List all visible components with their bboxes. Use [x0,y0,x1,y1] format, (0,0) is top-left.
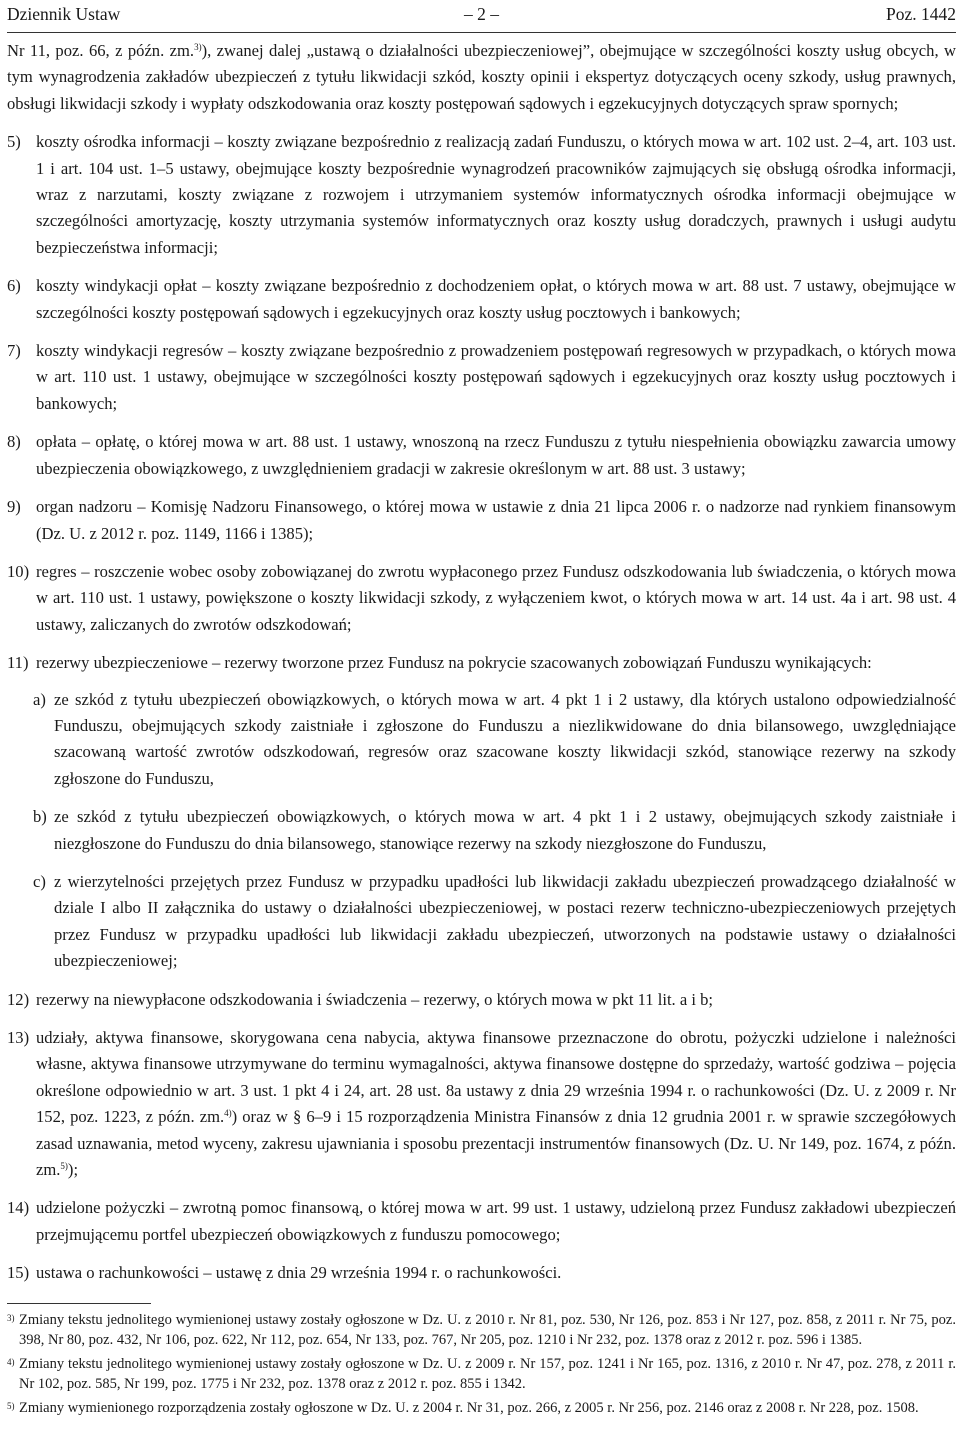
footnotes-section [7,1310,956,1418]
item-number: 7) [7,341,21,361]
footnote-3 [7,1310,956,1350]
subitem-c [7,869,956,975]
position-number: Poz. 1442 [886,4,956,24]
definition-item-7 [7,338,956,417]
footnote-text: Zmiany tekstu jednolitego wymienionej ustawy zostały ogłoszone w Dz. U. z 2009 r. Nr 157, poz. 1241 i Nr 165, poz. 1316, z 2010 r. Nr 47, poz. 278, z 2011 r. Nr 102, poz. 585, Nr 199, poz. 1775 i Nr 232, poz. 1378 oraz z 2012 r. poz. 855 i 1342. [19,1355,956,1392]
definition-item-9 [7,494,956,547]
footnote-number: 3) [7,1312,15,1323]
item-number: 11) [7,653,29,673]
definition-item-11 [7,650,956,676]
subitem-a [7,687,956,793]
item-number: 5) [7,132,21,152]
item-number: 15) [7,1263,30,1283]
footnote-ref-3[interactable]: 3) [194,42,202,52]
footnote-5 [7,1398,956,1418]
item-number: 10) [7,561,30,581]
subitem-letter: c) [33,871,46,891]
subitem-letter: b) [33,807,47,827]
item-number: 12) [7,989,30,1009]
item-text: rezerwy ubezpieczeniowe – rezerwy tworzone przez Fundusz na pokrycie szacowanych zobowiązań Funduszu wynikających: [36,653,872,673]
item-number: 13) [7,1028,30,1047]
definition-item-15 [7,1260,956,1286]
footnote-text: Zmiany wymienionego rozporządzenia zostały ogłoszone w Dz. U. z 2004 r. Nr 31, poz. 266, z 2005 r. Nr 256, poz. 2146 oraz z 2008 r. Nr 228, poz. 1508. [19,1399,919,1416]
footnote-ref-5[interactable]: 5) [60,1161,68,1172]
item-text: koszty ośrodka informacji – koszty związane bezpośrednio z realizacją zadań Funduszu, o których mowa w art. 102 ust. 2–4, art. 103 ust. 1 i art. 104 ust. 1–5 ustawy, obejmujące koszty bezpośrednie wynagrodzeń pracowników zajmujących się obsługą ośrodka informacji, wraz z narzutami, koszty związane z rozwojem i utrzymaniem systemów informatycznych ośrodka informacji obejmujące w szczególności amortyzację, koszty utrzymania systemów informatycznych oraz koszty usług doradczych, prawnych i usługi audytu bezpieczeństwa informacji; [36,132,956,257]
item-text: regres – roszczenie wobec osoby zobowiązanej do zwrotu wypłaconego przez Fundusz odszkodowania lub świadczenia, o których mowa w art. 110 ust. 1 ustawy, powiększone o koszty likwidacji szkody, z wyłączeniem kwot, o których mowa w art. 14 ust. 4a i art. 98 ust. 4 ustawy, zaliczanych do zwrotów odszkodowań; [36,561,956,634]
document-page [0,2,960,1449]
document-body [7,38,956,1287]
item-text-part3: ); [67,1160,79,1180]
definition-item-8 [7,429,956,482]
item-text: udzielone pożyczki – zwrotną pomoc finansową, o której mowa w art. 99 ust. 1 ustawy, udzieloną przez Fundusz zakładowi ubezpieczeń przejmującemu portfel ubezpieczeń obowiązkowych z funduszu pomocowego; [36,1198,956,1244]
intro-paragraph [7,38,956,117]
subitem-letter: a) [33,689,46,709]
page-number: – 2 – [464,4,499,24]
item-text: ustawa o rachunkowości – ustawę z dnia 29 września 1994 r. o rachunkowości. [36,1263,562,1283]
footnote-text: Zmiany tekstu jednolitego wymienionej ustawy zostały ogłoszone w Dz. U. z 2010 r. Nr 81, poz. 530, Nr 126, poz. 853 i Nr 127, poz. 858, z 2011 r. Nr 75, poz. 398, Nr 80, poz. 432, Nr 106, poz. 622, Nr 112, poz. 654, Nr 133, poz. 767, Nr 205, poz. 1210 i Nr 232, poz. 1378 oraz z 2012 r. poz. 596 i 1385. [19,1311,956,1348]
item-number: 6) [7,276,21,296]
intro-text-end: ), zwanej dalej „ustawą o działalności ubezpieczeniowej”, obejmujące w szczególności koszty usług obcych, w tym wynagrodzenia zakładów ubezpieczeń z tytułu likwidacji szkód, koszty opinii i ekspertyz dotyczących oceny szkody, usług prawnych, obsługi likwidacji szkody i wypłaty odszkodowania oraz koszty postępowań sądowych i egzekucyjnych dotyczących spraw spornych; [7,41,956,113]
definition-item-13 [7,1025,956,1183]
subitem-b [7,804,956,857]
footnote-divider [7,1303,151,1304]
page-header [7,2,956,33]
definition-item-5 [7,129,956,261]
item-text: koszty windykacji regresów – koszty związane bezpośrednio z prowadzeniem postępowań regresowych w przypadkach, o których mowa w art. 110 ust. 1 ustawy, obejmujące w szczególności koszty postępowań sądowych i egzekucyjnych oraz koszty usług pocztowych i bankowych; [36,341,956,413]
footnote-ref-4[interactable]: 4) [224,1108,232,1119]
item-number: 8) [7,432,21,452]
definition-item-14 [7,1195,956,1248]
item-number: 14) [7,1198,30,1218]
subitem-text: ze szkód z tytułu ubezpieczeń obowiązkowych, o których mowa w art. 4 pkt 1 i 2 ustawy, dla których ustalono odpowiedzialność Funduszu, obejmujących szkody zaistniałe i zgłoszone do Funduszu a niezlikwidowane do dnia bilansowego, uwzględniające szacowaną wartość zwrotów odszkodowań, regresów oraz szacowane koszty likwidacji szkód, stanowiące rezerwy na szkody zgłoszone do Funduszu, [54,689,956,788]
definition-item-6 [7,273,956,326]
subitem-text: ze szkód z tytułu ubezpieczeń obowiązkowych, o których mowa w art. 4 pkt 1 i 2 ustawy, obejmujących szkody zaistniałe i niezgłoszone do Funduszu do dnia bilansowego, stanowiące rezerwy na szkody niezgłoszone do Funduszu, [54,807,956,853]
item-text: rezerwy na niewypłacone odszkodowania i świadczenia – rezerwy, o których mowa w pkt 11 lit. a i b; [36,989,714,1009]
definition-item-10 [7,559,956,638]
item-text: organ nadzoru – Komisję Nadzoru Finansowego, o której mowa w ustawie z dnia 21 lipca 2006 r. o nadzorze nad rynkiem finansowym (Dz. U. z 2012 r. poz. 1149, 1166 i 1385); [36,497,956,543]
item-text: opłata – opłatę, o której mowa w art. 88 ust. 1 ustawy, wnoszoną na rzecz Funduszu z tytułu niespełnienia obowiązku zawarcia umowy ubezpieczenia obowiązkowego, z uwzględnieniem gradacji w zakresie określonym w art. 88 ust. 3 ustawy; [36,432,956,478]
intro-text-start: Nr 11, poz. 66, z późn. zm. [7,41,195,60]
subitem-text: z wierzytelności przejętych przez Fundusz w przypadku upadłości lub likwidacji zakładu ubezpieczeń prowadzącego działalność w dziale I albo II załącznika do ustawy o działalności ubezpieczeniowej, w postaci rezerw techniczno-ubezpieczeniowych przejętych przez Fundusz w przypadku upadłości lub likwidacji zakładu ubezpieczeń, utworzonych na podstawie ustawy o działalności ubezpieczeniowej; [54,871,956,971]
footnote-4 [7,1354,956,1394]
item-text-part2: ) oraz w § 6–9 i 15 rozporządzenia Ministra Finansów z dnia 12 grudnia 2001 r. w sprawie szczegółowych zasad uznawania, metod wyceny, zakresu ujawniania i sposobu prezentacji instrumentów finansowych (Dz. U. Nr 149, poz. 1674, z późn. zm. [36,1107,956,1180]
item-text: koszty windykacji opłat – koszty związane bezpośrednio z dochodzeniem opłat, o których mowa w art. 88 ust. 7 ustawy, obejmujące w szczególności koszty postępowań sądowych i egzekucyjnych oraz koszty usług pocztowych i bankowych; [36,276,956,322]
item-number: 9) [7,497,21,517]
footnote-number: 4) [7,1356,15,1367]
item-text-part1: udziały, aktywa finansowe, skorygowana cena nabycia, aktywa finansowe przeznaczone do obrotu, pożyczki udzielone i należności własne, aktywa finansowe utrzymywane do terminu wymagalności, aktywa finansowe dostępne do sprzedaży, wartość godziwa – pojęcia określone odpowiednio w art. 3 ust. 1 pkt 4 i 24, art. 28 ust. 8a ustawy z dnia 29 września 1994 r. o rachunkowości (Dz. U. z 2009 r. Nr 152, poz. 1223, z późn. zm. [36,1028,956,1127]
footnote-number: 5) [7,1400,15,1411]
journal-title: Dziennik Ustaw [7,4,121,24]
definition-item-12 [7,987,956,1013]
